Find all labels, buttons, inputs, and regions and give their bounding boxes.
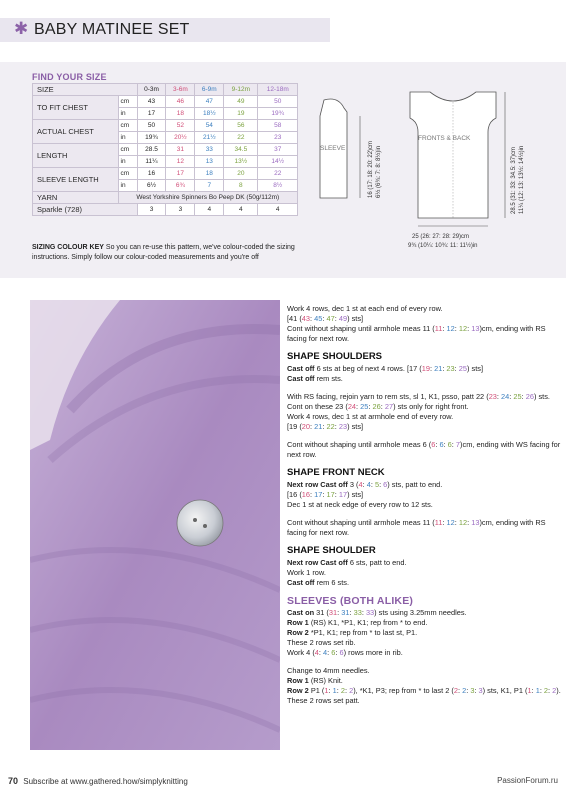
size-table [32, 83, 298, 216]
text-line: Dec 1 st at neck edge of every row to 12 sts. [287, 500, 433, 509]
value-cell: 21½ [195, 132, 224, 144]
row-label: TO FIT CHEST [33, 96, 119, 120]
sizing-key-title: SIZING COLOUR KEY [32, 244, 104, 251]
sparkle-row [33, 204, 298, 216]
section-9 [287, 666, 562, 706]
sparkle-value: 4 [224, 204, 258, 216]
sparkle-value: 3 [137, 204, 166, 216]
width-cm: 25 (26: 27: 28: 29)cm [412, 234, 470, 240]
size-col-head: SIZE [33, 84, 138, 96]
footer [8, 776, 188, 786]
section-8 [287, 608, 562, 658]
yarn-value: West Yorkshire Spinners Bo Peep DK (50g/112m) [118, 192, 297, 204]
unit-cell: cm [118, 168, 137, 180]
asterisk-icon: ✱ [14, 19, 29, 38]
size-col: 3-6m [166, 84, 195, 96]
value-cell: 37 [258, 144, 298, 156]
value-cell: 33 [195, 144, 224, 156]
value-cell: 34.5 [224, 144, 258, 156]
text-line: [16 (16: 17: 17: 17) sts] [287, 490, 364, 499]
size-col: 6-9m [195, 84, 224, 96]
length-in: 11¼ (12: 13: 13½: 14½)in [519, 145, 525, 214]
text-line: Cast on 31 (31: 31: 33: 33) sts using 3.25mm needles. [287, 608, 467, 617]
unit-cell: in [118, 108, 137, 120]
schematic-diagram [300, 74, 566, 274]
size-row [33, 96, 298, 108]
text-line: Next row Cast off 6 sts, patt to end. [287, 558, 407, 567]
value-cell: 7 [195, 180, 224, 192]
value-cell: 12 [166, 156, 195, 168]
size-heading: FIND YOUR SIZE [32, 72, 107, 82]
text-line: Row 2 P1 (1: 1: 2: 2), *K1, P3; rep from * to last 2 (2: 2: 3: 3) sts, K1, P1 (1: 1: 2: 2). [287, 686, 561, 695]
value-cell: 6¾ [166, 180, 195, 192]
text-line: With RS facing, rejoin yarn to rem sts, sl 1, K1, psso, patt 22 (23: 24: 25: 26) sts. [287, 392, 550, 401]
text-line: Change to 4mm needles. [287, 666, 370, 675]
fronts-back-label: FRONTS & BACK [418, 135, 471, 142]
subscribe-link[interactable]: Subscribe at www.gathered.how/simplyknitting [23, 777, 188, 786]
value-cell: 28.5 [137, 144, 166, 156]
text-line: Next row Cast off 3 (4: 4: 5: 6) sts, patt to end. [287, 480, 443, 489]
text-line: Work 4 (4: 4: 6: 6) rows more in rib. [287, 648, 403, 657]
heading-shape-front-neck: SHAPE FRONT NECK [287, 467, 385, 478]
yarn-label: YARN [33, 192, 119, 204]
length-cm: 28.5 (31: 33: 34.5: 37)cm [511, 146, 517, 214]
heading-sleeves: SLEEVES (BOTH ALIKE) [287, 595, 414, 607]
text-line: Work 4 rows, dec 1 st at each end of every row. [287, 304, 443, 313]
value-cell: 22 [258, 168, 298, 180]
unit-cell: in [118, 132, 137, 144]
page-number: 70 [8, 776, 19, 786]
sizing-key-text: So you can re-use this pattern, we've colour-coded the sizing instructions. Simply follow our colour-coded measurements and you're off [32, 244, 295, 261]
sleeve-cm: 16 (17: 18: 20: 22)cm [368, 140, 374, 198]
section-1 [287, 304, 562, 344]
section-4 [287, 440, 562, 460]
unit-cell: cm [118, 144, 137, 156]
text-line: Cont without shaping until armhole meas 11 (11: 12: 12: 13)cm, ending with RS facing for next row. [287, 324, 546, 343]
sparkle-value: 4 [195, 204, 224, 216]
title-bar [0, 18, 330, 42]
value-cell: 11¼ [137, 156, 166, 168]
text-line: Cast off rem sts. [287, 374, 343, 383]
section-5 [287, 480, 562, 510]
text-line: These 2 rows set rib. [287, 638, 356, 647]
text-line: Row 1 (RS) Knit. [287, 676, 343, 685]
value-cell: 56 [224, 120, 258, 132]
value-cell: 58 [258, 120, 298, 132]
value-cell: 14½ [258, 156, 298, 168]
value-cell: 18 [166, 108, 195, 120]
watermark: PassionForum.ru [497, 776, 558, 785]
value-cell: 50 [137, 120, 166, 132]
shell-button [177, 500, 223, 546]
value-cell: 18 [195, 168, 224, 180]
value-cell: 8½ [258, 180, 298, 192]
sleeve-in: 6½ (6¾: 7: 8: 8½)in [376, 145, 382, 198]
row-label: SLEEVE LENGTH [33, 168, 119, 192]
value-cell: 8 [224, 180, 258, 192]
yarn-row [33, 192, 298, 204]
knitted-sample-photo [30, 300, 280, 750]
text-line: Row 1 (RS) K1, *P1, K1; rep from * to end. [287, 618, 428, 627]
value-cell: 13 [195, 156, 224, 168]
size-col: 9-12m [224, 84, 258, 96]
text-line: Work 4 rows, dec 1 st at armhole end of every row. [287, 412, 454, 421]
value-cell: 23 [258, 132, 298, 144]
sleeve-label: SLEEVE [320, 145, 346, 152]
section-3 [287, 392, 562, 432]
value-cell: 54 [195, 120, 224, 132]
section-6 [287, 518, 562, 538]
heading-shape-shoulder: SHAPE SHOULDER [287, 545, 376, 556]
sizing-key [32, 243, 302, 262]
value-cell: 49 [224, 96, 258, 108]
text-line: Work 1 row. [287, 568, 326, 577]
text-line: Cast off 6 sts at beg of next 4 rows. [17 (19: 21: 23: 25) sts] [287, 364, 484, 373]
size-row [33, 168, 298, 180]
value-cell: 43 [137, 96, 166, 108]
text-line: Cont on these 23 (24: 25: 26: 27) sts only for right front. [287, 402, 469, 411]
size-row [33, 120, 298, 132]
unit-cell: in [118, 180, 137, 192]
value-cell: 31 [166, 144, 195, 156]
value-cell: 13½ [224, 156, 258, 168]
size-header-row [33, 84, 298, 96]
value-cell: 16 [137, 168, 166, 180]
text-line: [41 (43: 45: 47: 49) sts] [287, 314, 364, 323]
page-title: BABY MATINEE SET [34, 21, 190, 38]
size-col: 12-18m [258, 84, 298, 96]
unit-cell: cm [118, 120, 137, 132]
value-cell: 50 [258, 96, 298, 108]
text-line: Cont without shaping until armhole meas 6 (6: 6: 6: 7)cm, ending with WS facing for next row. [287, 440, 561, 459]
value-cell: 19 [224, 108, 258, 120]
row-label: ACTUAL CHEST [33, 120, 119, 144]
text-line: [19 (20: 21: 22: 23) sts] [287, 422, 364, 431]
value-cell: 22 [224, 132, 258, 144]
size-row [33, 144, 298, 156]
sparkle-label: Sparkle (728) [33, 204, 138, 216]
value-cell: 52 [166, 120, 195, 132]
value-cell: 47 [195, 96, 224, 108]
heading-shape-shoulders: SHAPE SHOULDERS [287, 351, 383, 362]
sparkle-value: 4 [258, 204, 298, 216]
value-cell: 17 [166, 168, 195, 180]
sparkle-value: 3 [166, 204, 195, 216]
section-7 [287, 558, 562, 588]
text-line: These 2 rows set patt. [287, 696, 360, 705]
text-line: Row 2 *P1, K1; rep from * to last st, P1. [287, 628, 418, 637]
width-in: 9¾ (10¼: 10¾: 11: 11½)in [408, 243, 478, 249]
value-cell: 20½ [166, 132, 195, 144]
unit-cell: cm [118, 96, 137, 108]
value-cell: 6½ [137, 180, 166, 192]
size-col: 0-3m [137, 84, 166, 96]
unit-cell: in [118, 156, 137, 168]
text-line: Cont without shaping until armhole meas 11 (11: 12: 12: 13)cm, ending with RS facing for next row. [287, 518, 546, 537]
value-cell: 19¾ [137, 132, 166, 144]
value-cell: 46 [166, 96, 195, 108]
value-cell: 19¾ [258, 108, 298, 120]
value-cell: 20 [224, 168, 258, 180]
value-cell: 17 [137, 108, 166, 120]
row-label: LENGTH [33, 144, 119, 168]
pattern-text [287, 304, 562, 714]
section-2 [287, 364, 562, 384]
text-line: Cast off rem 6 sts. [287, 578, 350, 587]
value-cell: 18½ [195, 108, 224, 120]
